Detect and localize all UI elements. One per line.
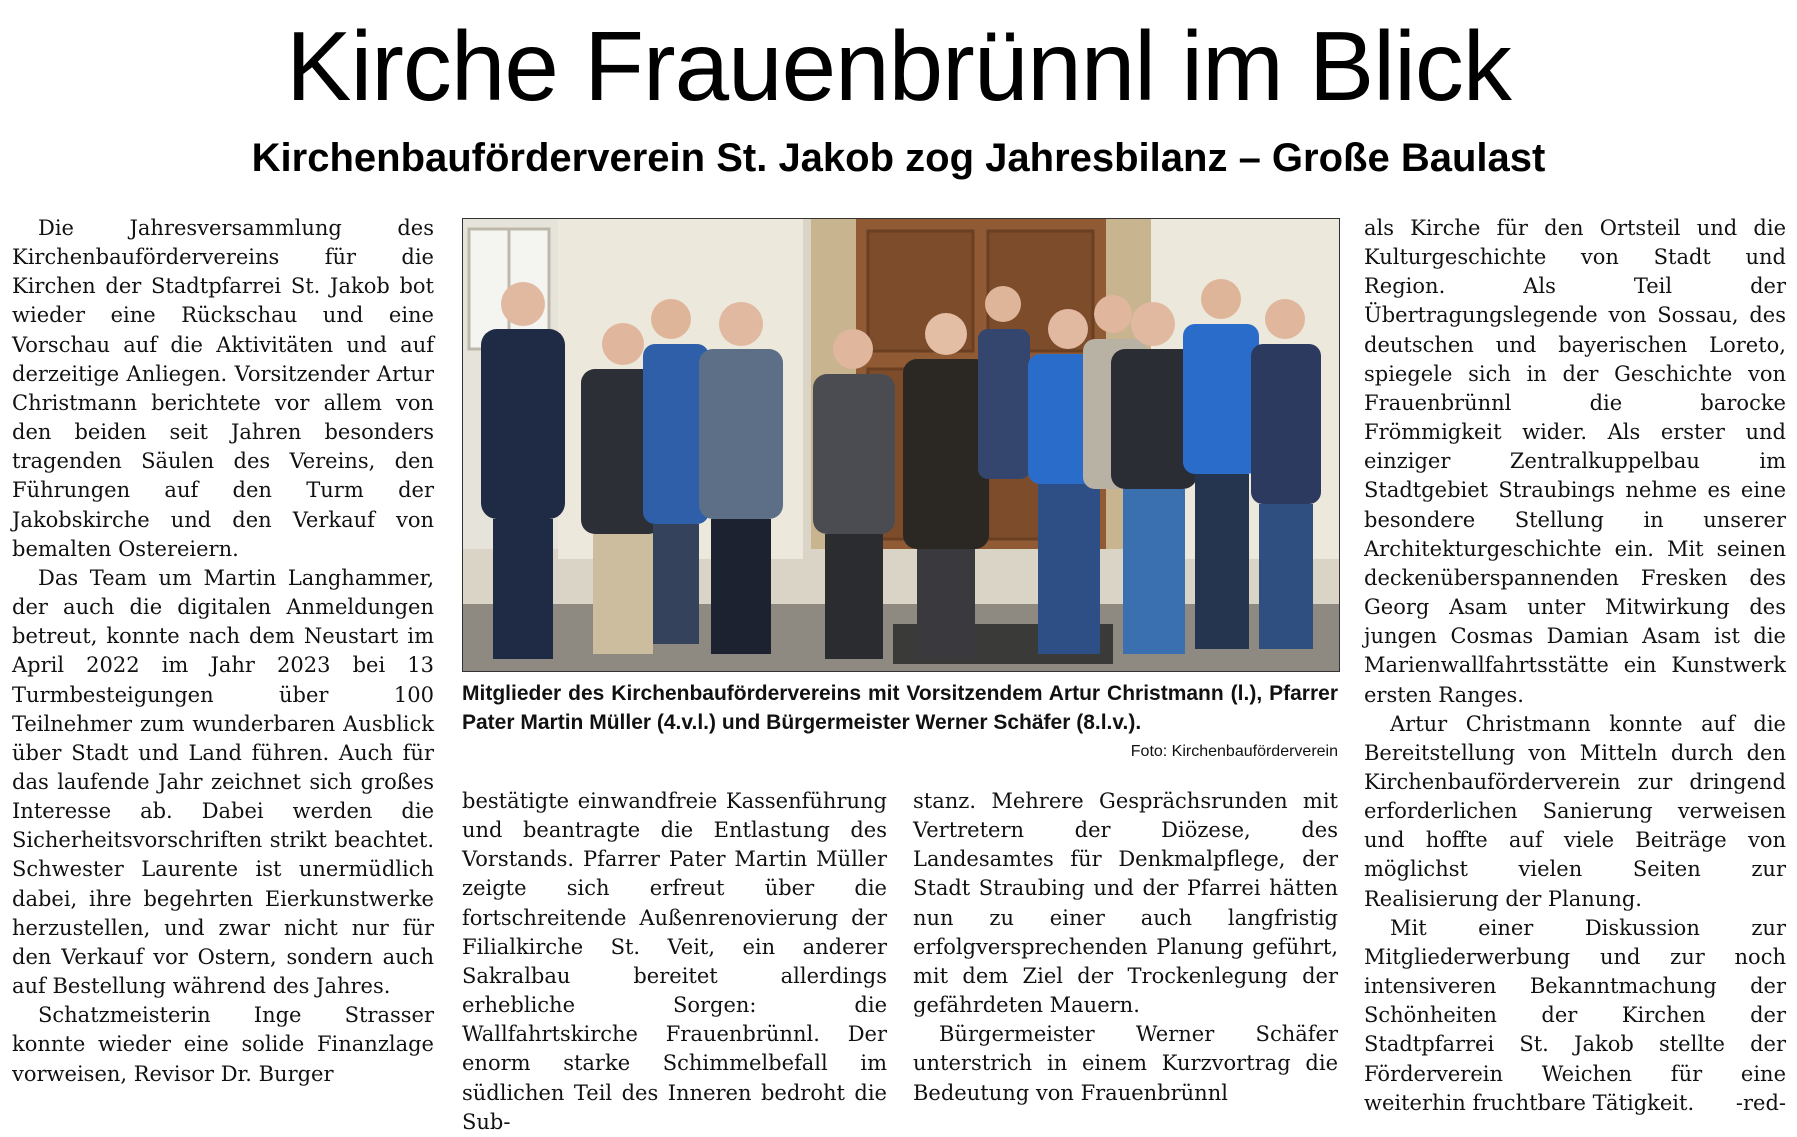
photo-caption: Mitglieder des Kirchenbaufördervereins mit Vorsitzendem Artur Christmann (l.), Pfarrer Pater Martin Müller (4.v.l.) und Bürgermeister Werner Schäfer (8.l.v.). <box>462 682 1338 734</box>
group-photo-illustration <box>463 219 1339 671</box>
paragraph: als Kirche für den Ortsteil und die Kulturgeschichte von Stadt und Region. Als Teil der Übertragungslegende von Sossau, des deutschen und bayerischen Loreto, spiegele sich in der Geschichte von Frauenbrünnl die barocke Frömmigkeit wider. Als erster und einziger Zentralkuppelbau im Stadtgebiet Straubings nehme es eine besondere Stellung in unserer Architekturgeschichte ein. Mit seinen deckenüberspannenden Fresken des Georg Asam unter Mitwirkung des jungen Cosmas Damian Asam ist die Marienwallfahrtsstätte ein Kunstwerk ersten Ranges. <box>1364 216 1786 707</box>
paragraph-text: Mit einer Diskussion zur Mitgliederwerbung und zur noch intensiveren Bekanntmachung der Schönheiten der Kirchen der Stadtpfarrei St. Jakob stellte der Förderverein Weichen für eine weiterhin fruchtbare Tätigkeit. <box>1364 915 1786 1115</box>
paragraph: Schatzmeisterin Inge Strasser konnte wieder eine solide Finanzlage vorweisen, Revisor Dr. Burger <box>12 1003 434 1086</box>
article-column-1 <box>12 214 434 1089</box>
paragraph: bestätigte einwandfreie Kassenführung und beantragte die Entlastung des Vorstands. Pfarrer Pater Martin Müller zeigte sich erfreut über die fortschreitende Außenrenovierung der Filialkirche St. Veit, ein anderer Sakralbau bereitet allerdings erhebliche Sorgen: die Wallfahrtskirche Frauenbrünnl. Der enorm starke Schimmelbefall im südlichen Teil des Inneren bedroht die Sub- <box>462 789 887 1134</box>
byline: -red- <box>1735 1090 1786 1115</box>
group-photo <box>462 218 1340 672</box>
paragraph: Das Team um Martin Langhammer, der auch die digitalen Anmeldungen betreut, konnte nach dem Neustart im April 2022 im Jahr 2023 bei 13 Turmbesteigungen über 100 Teilnehmer zum wunderbaren Ausblick über Stadt und Land führen. Auch für das laufende Jahr zeichnet sich großes Interesse ab. Dabei werden die Sicherheitsvorschriften strikt beachtet. Schwester Laurente ist unermüdlich dabei, ihre begehrten Eierkunstwerke herzustellen, und zwar nicht nur für den Verkauf vor Ostern, sondern auch auf Bestellung während des Jahres. <box>12 565 434 999</box>
article-column-4 <box>1364 214 1786 1118</box>
paragraph: Die Jahresversammlung des Kirchenbaufördervereins für die Kirchen der Stadtpfarrei St. Jakob bot wieder eine Rückschau und eine Vorschau auf die Aktivitäten und auf derzeitige Anliegen. Vorsitzender Artur Christmann berichtete vor allem von den beiden seit Jahren besonders tragenden Säulen des Vereins, den Führungen auf den Turm der Jakobskirche und den Verkauf von bemalten Ostereiern. <box>12 216 434 561</box>
paragraph: Bürgermeister Werner Schäfer unterstrich in einem Kurzvortrag die Bedeutung von Frauenbrünnl <box>913 1022 1338 1105</box>
article-column-2 <box>462 787 887 1137</box>
paragraph: stanz. Mehrere Gesprächsrunden mit Vertretern der Diözese, des Landesamtes für Denkmalpflege, der Stadt Straubing und der Pfarrei hätten nun zu einer auch langfristig erfolgversprechenden Planung geführt, mit dem Ziel der Trockenlegung der gefährdeten Mauern. <box>913 789 1338 1018</box>
photo-credit: Foto: Kirchenbauförderverein <box>1130 743 1338 760</box>
subheadline: Kirchenbauförderverein St. Jakob zog Jahresbilanz – Große Baulast <box>251 136 1546 180</box>
article-column-3 <box>913 787 1338 1108</box>
headline: Kirche Frauenbrünnl im Blick <box>286 11 1511 121</box>
paragraph: Artur Christmann konnte auf die Bereitstellung von Mitteln durch den Kirchenbauförderverein zur dringend erforderlichen Sanierung verweisen und hoffte auf viele Beiträge von möglichst vielen Seiten zur Realisierung der Planung. <box>1364 711 1786 911</box>
paragraph-last <box>1364 914 1786 1118</box>
